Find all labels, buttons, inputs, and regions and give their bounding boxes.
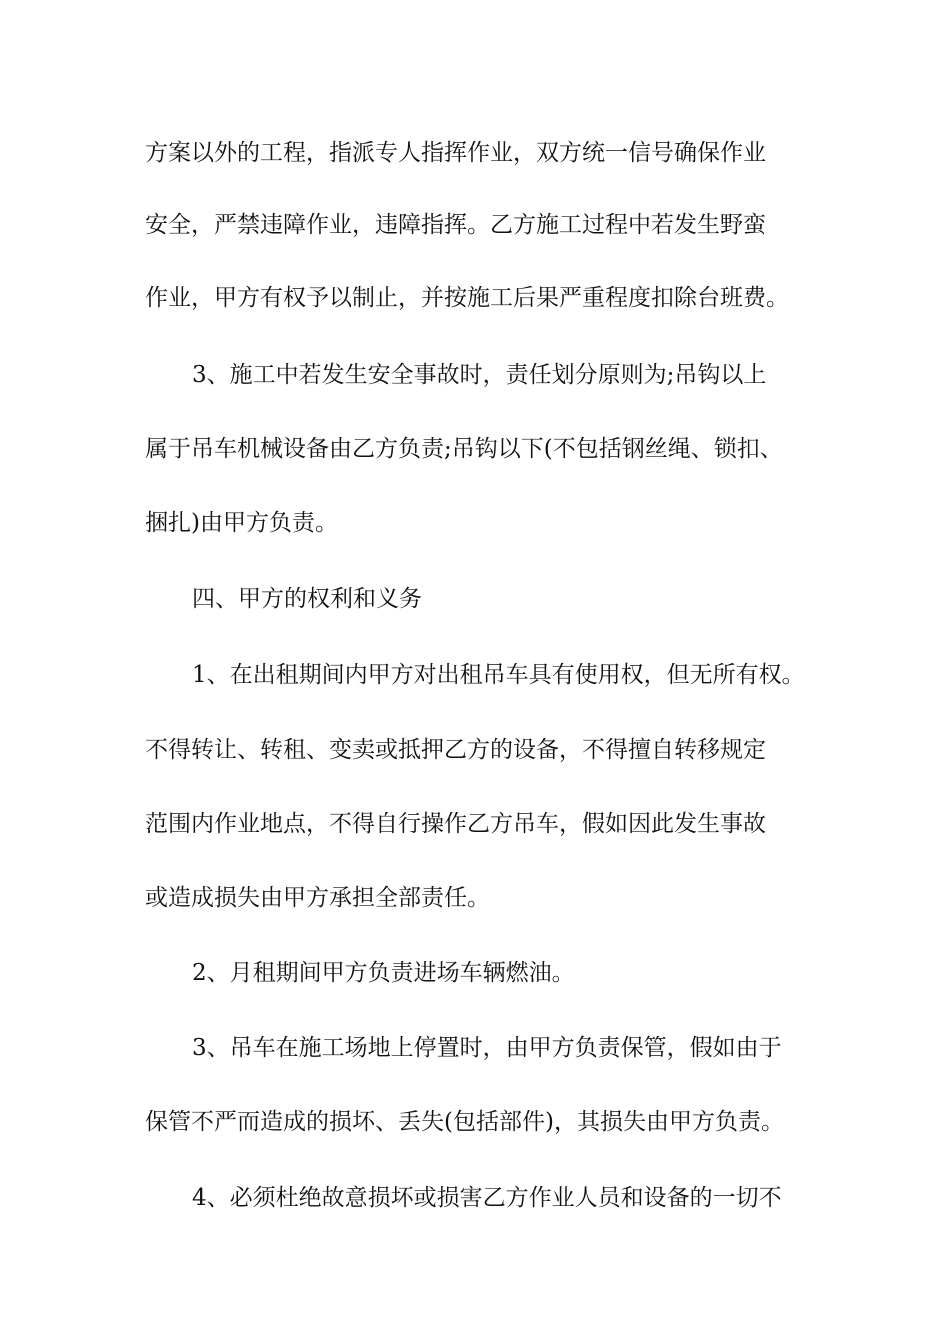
paragraph-start-line: 4、必须杜绝故意损坏或损害乙方作业人员和设备的一切不 (192, 1185, 782, 1211)
section-heading: 四、甲方的权利和义务 (192, 586, 422, 612)
paragraph-start-line: 3、吊车在施工场地上停置时，由甲方负责保管，假如由于 (192, 1035, 782, 1061)
text-line: 捆扎)由甲方负责。 (145, 510, 338, 536)
text-line: 保管不严而造成的损坏、丢失(包括部件)，其损失由甲方负责。 (145, 1109, 784, 1135)
paragraph-start-line: 3、施工中若发生安全事故时，责任划分原则为;吊钩以上 (192, 362, 767, 388)
paragraph-start-line: 2、月租期间甲方负责进场车辆燃油。 (192, 960, 575, 986)
text-line: 方案以外的工程，指派专人指挥作业，双方统一信号确保作业 (145, 140, 766, 166)
text-line: 或造成损失由甲方承担全部责任。 (145, 885, 490, 911)
text-line: 安全，严禁违障作业，违障指挥。乙方施工过程中若发生野蛮 (145, 212, 766, 238)
text-line: 范围内作业地点，不得自行操作乙方吊车，假如因此发生事故 (145, 811, 766, 837)
text-line: 作业，甲方有权予以制止，并按施工后果严重程度扣除台班费。 (145, 285, 789, 311)
paragraph-start-line: 1、在出租期间内甲方对出租吊车具有使用权，但无所有权。 (192, 662, 805, 688)
text-line: 不得转让、转租、变卖或抵押乙方的设备，不得擅自转移规定 (145, 737, 766, 763)
text-line: 属于吊车机械设备由乙方负责;吊钩以下(不包括钢丝绳、锁扣、 (145, 436, 783, 462)
